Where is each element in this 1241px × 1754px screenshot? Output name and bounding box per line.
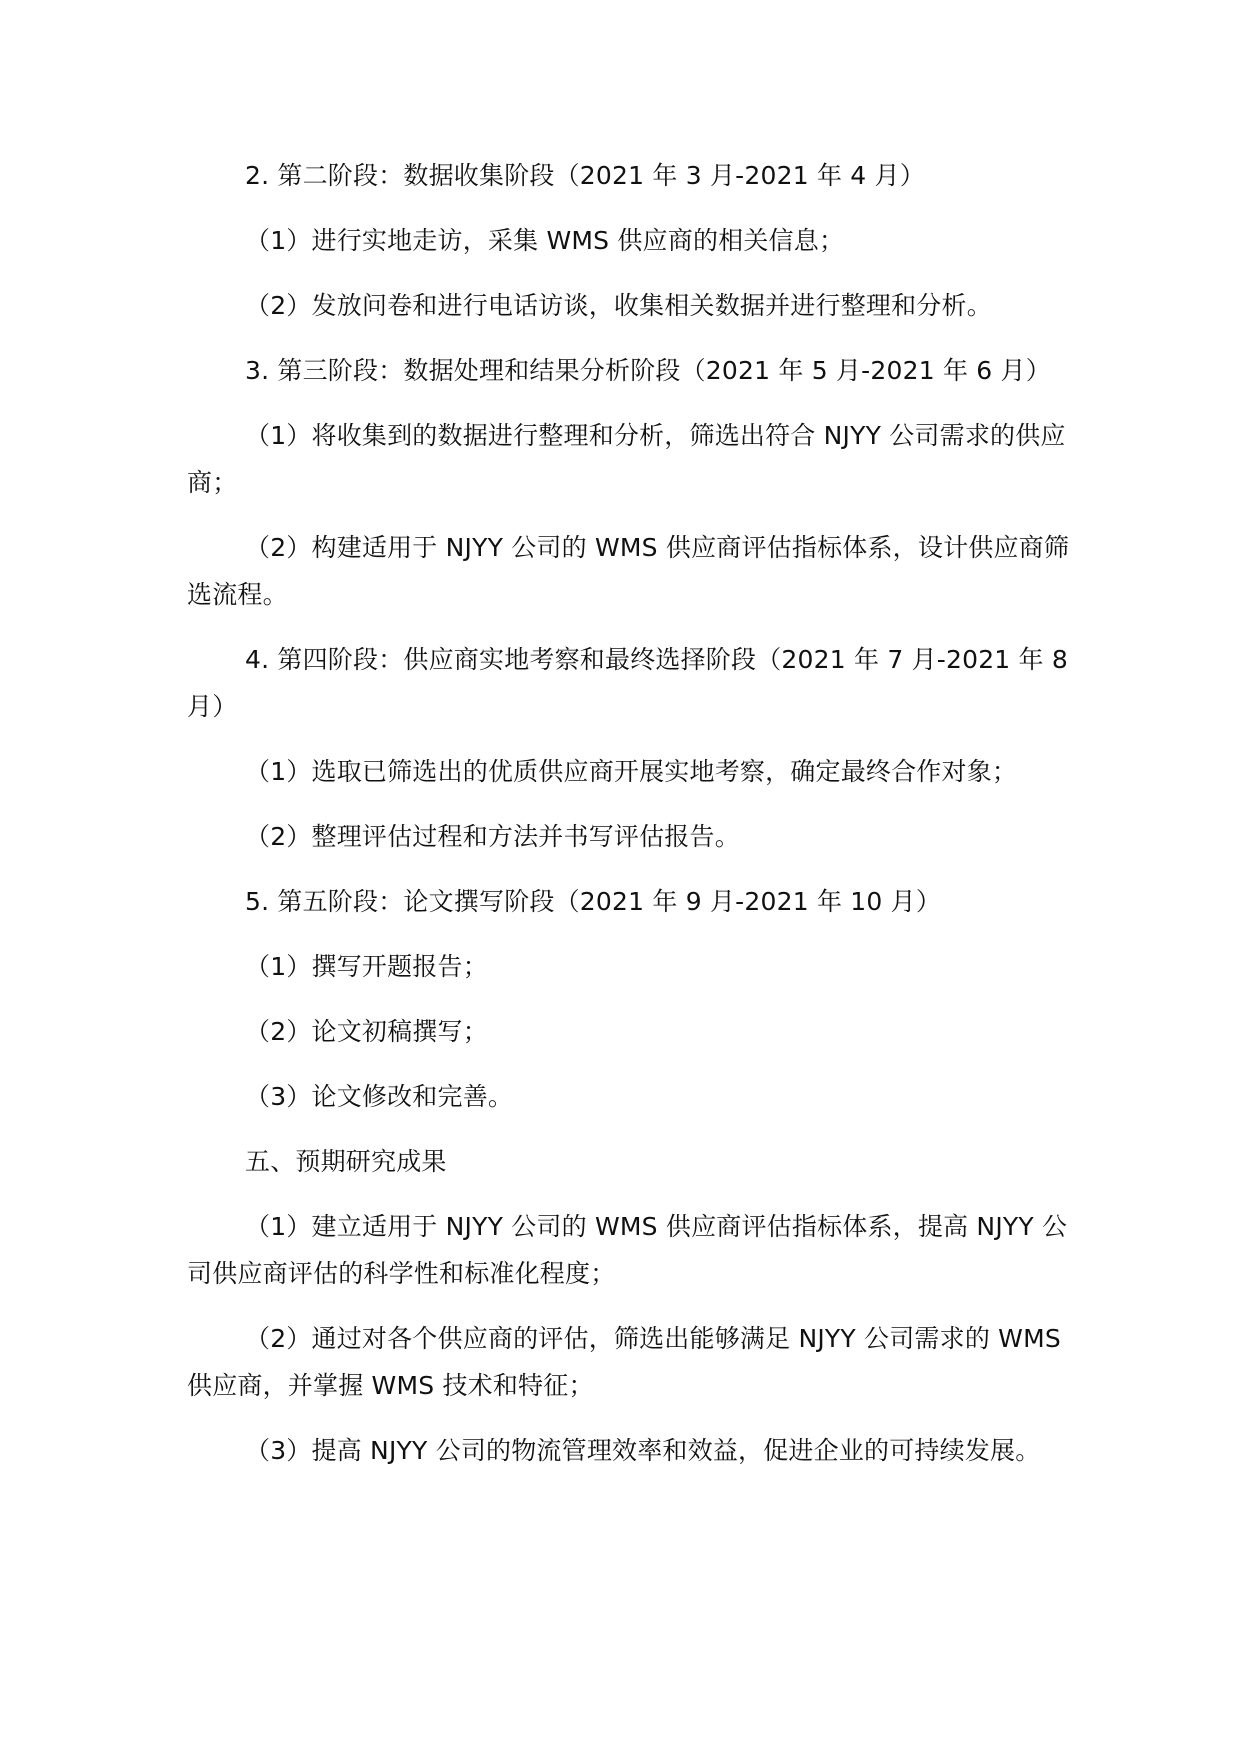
stage-5-heading: 5. 第五阶段：论文撰写阶段（2021 年 9 月-2021 年 10 月） — [245, 887, 942, 916]
expected-result-1: （1）建立适用于 NJYY 公司的 WMS 供应商评估指标体系，提高 NJYY 公司供应商评估的科学性和标准化程度； — [187, 1212, 1068, 1288]
section-heading-expected-results: 五、预期研究成果 — [245, 1147, 447, 1176]
expected-result-3: （3）提高 NJYY 公司的物流管理效率和效益，促进企业的可持续发展。 — [245, 1436, 1041, 1465]
stage-2-heading: 2. 第二阶段：数据收集阶段（2021 年 3 月-2021 年 4 月） — [245, 161, 925, 190]
stage-2-item-1: （1）进行实地走访，采集 WMS 供应商的相关信息； — [245, 226, 845, 255]
stage-5-item-2: （2）论文初稿撰写； — [245, 1017, 488, 1046]
stage-3-heading: 3. 第三阶段：数据处理和结果分析阶段（2021 年 5 月-2021 年 6 月） — [245, 356, 1051, 385]
stage-4-heading: 4. 第四阶段：供应商实地考察和最终选择阶段（2021 年 7 月-2021 年 8 月） — [187, 645, 1069, 721]
stage-5-item-3: （3）论文修改和完善。 — [245, 1082, 514, 1111]
stage-4-item-1: （1）选取已筛选出的优质供应商开展实地考察，确定最终合作对象； — [245, 757, 1018, 786]
stage-4-item-2: （2）整理评估过程和方法并书写评估报告。 — [245, 822, 740, 851]
stage-2-item-2: （2）发放问卷和进行电话访谈，收集相关数据并进行整理和分析。 — [245, 291, 992, 320]
document-body — [187, 152, 1082, 1492]
expected-result-2: （2）通过对各个供应商的评估，筛选出能够满足 NJYY 公司需求的 WMS 供应商，并掌握 WMS 技术和特征； — [187, 1324, 1061, 1400]
stage-5-item-1: （1）撰写开题报告； — [245, 952, 488, 981]
stage-3-item-2: （2）构建适用于 NJYY 公司的 WMS 供应商评估指标体系，设计供应商筛选流程。 — [187, 533, 1070, 609]
stage-3-item-1: （1）将收集到的数据进行整理和分析，筛选出符合 NJYY 公司需求的供应商； — [187, 421, 1066, 497]
